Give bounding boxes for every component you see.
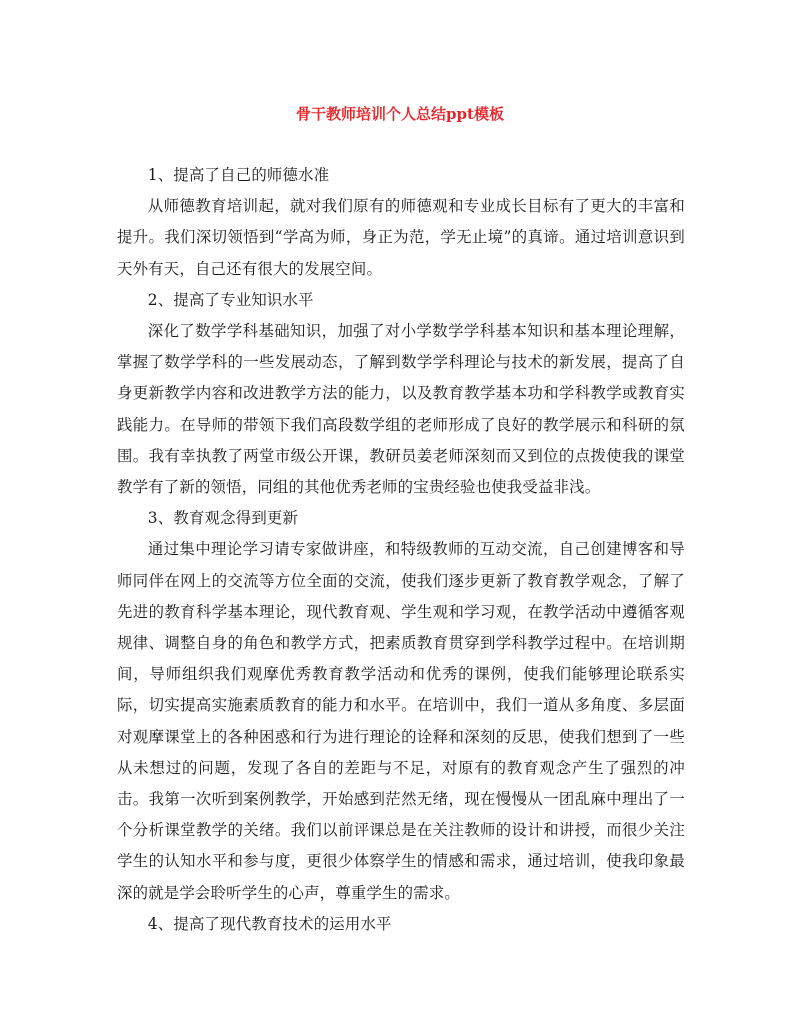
section-heading-2: 2、提高了专业知识水平 — [147, 290, 314, 309]
document-title: 骨干教师培训个人总结ppt模板 — [296, 105, 504, 123]
section-paragraph-2: 深化了数学学科基础知识，加强了对小学数学学科基本知识和基本理论理解，掌握了数学学科的一些发展动态，了解到数学学科理论与技术的新发展，提高了自身更新教学内容和改进教学方法的能力，以及教育教学基本功和学科教学或教育实践能力。在导师的带领下我们高段数学组的老师形成了良好的教学展示和科研的氛围。我有幸执教了两堂市级公开课，教研员姜老师深刻而又到位的点拨使我的课堂教学有了新的领悟，同组的其他优秀老师的宝贵经验也使我受益非浅。 — [117, 322, 685, 497]
section-heading-3: 3、教育观念得到更新 — [147, 509, 299, 528]
document-body — [117, 160, 685, 940]
section-paragraph-3: 通过集中理论学习请专家做讲座，和特级教师的互动交流，自己创建博客和导师同伴在网上的交流等方位全面的交流，使我们逐步更新了教育教学观念，了解了先进的教育科学基本理论，现代教育观、学生观和学习观，在教学活动中遵循客观规律、调整自身的角色和教学方式，把素质教育贯穿到学科教学过程中。在培训期间，导师组织我们观摩优秀教育教学活动和优秀的课例，使我们能够理论联系实际，切实提高实施素质教育的能力和水平。在培训中，我们一道从多角度、多层面对观摩课堂上的各种困惑和行为进行理论的诠释和深刻的反思，使我们想到了一些从未想过的问题，发现了各自的差距与不足，对原有的教育观念产生了强烈的冲击。我第一次听到案例教学，开始感到茫然无绪，现在慢慢从一团乱麻中理出了一个分析课堂教学的关绪。我们以前评课总是在关注教师的设计和讲授，而很少关注学生的认知水平和参与度，更很少体察学生的情感和需求，通过培训，使我印象最深的就是学会聆听学生的心声，尊重学生的需求。 — [117, 540, 685, 902]
section-heading-1: 1、提高了自己的师德水准 — [147, 166, 330, 184]
section-paragraph-1: 从师德教育培训起，就对我们原有的师德观和专业成长目标有了更大的丰富和提升。我们深切领悟到“学高为师，身正为范，学无止境”的真谛。通过培训意识到天外有天，自己还有很大的发展空间。 — [117, 197, 685, 278]
section-heading-4: 4、提高了现代教育技术的运用水平 — [147, 914, 392, 933]
